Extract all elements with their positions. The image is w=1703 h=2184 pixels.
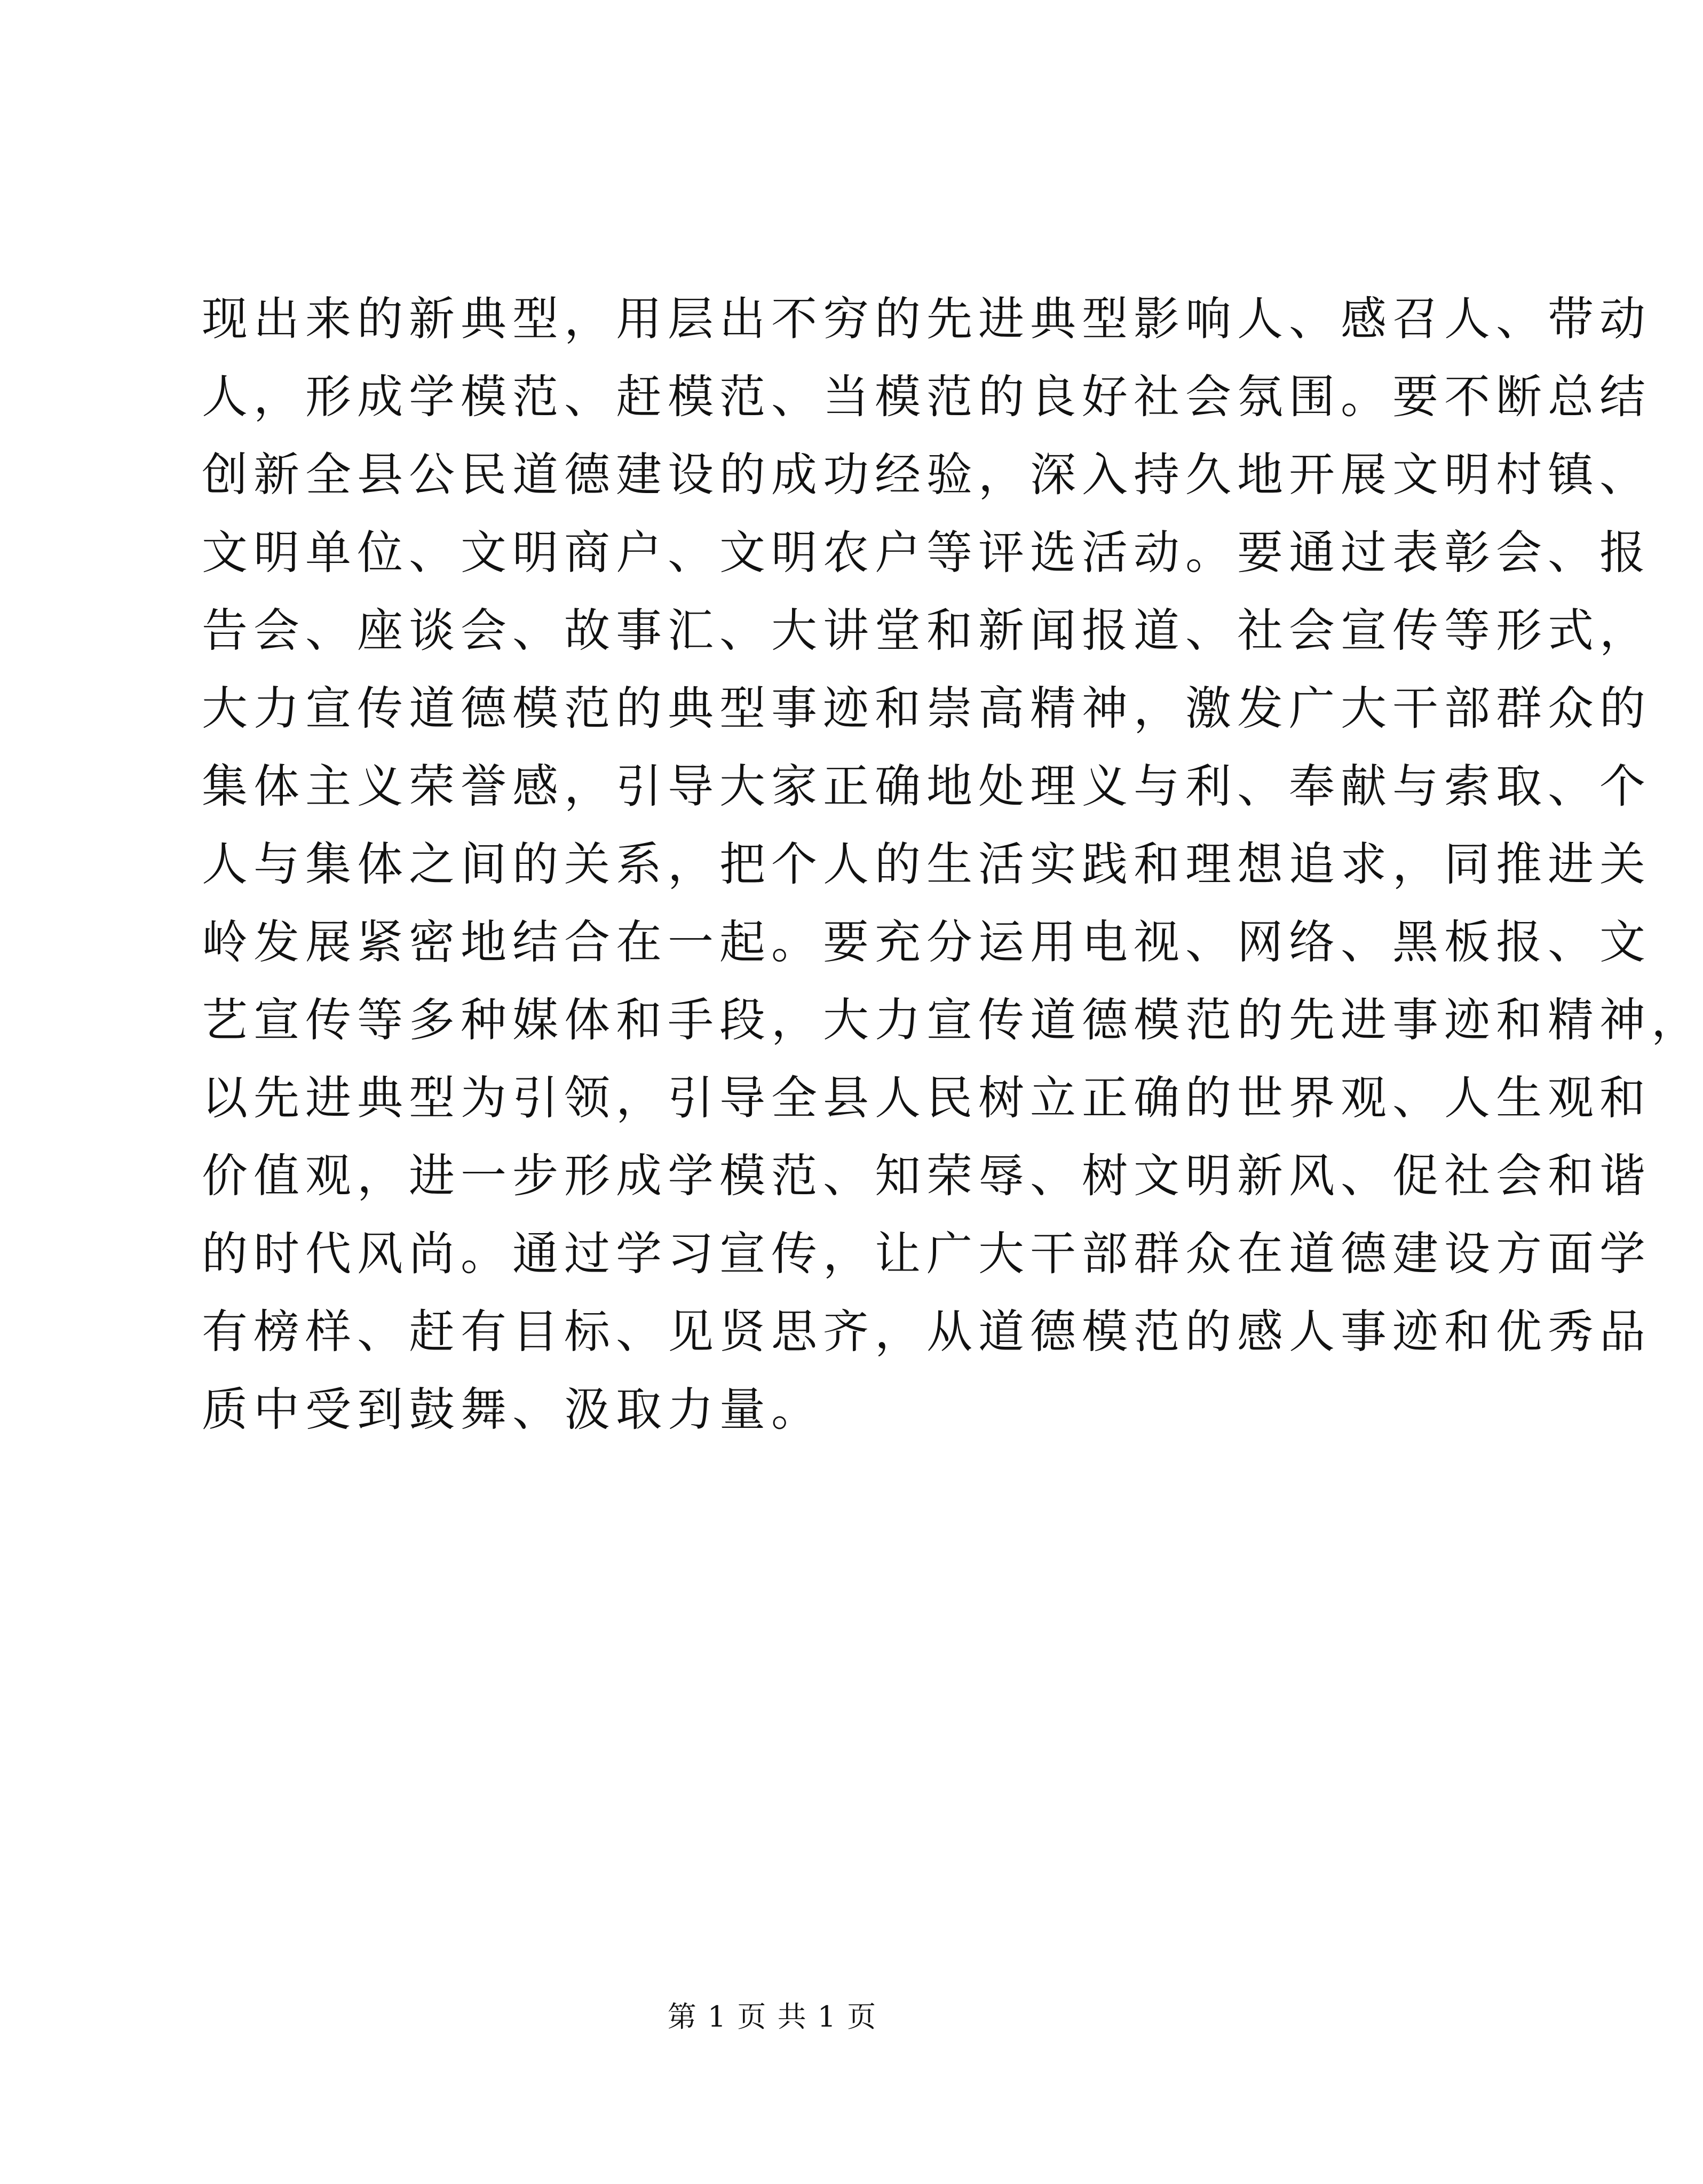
text-line: 人，形成学模范、赶模范、当模范的良好社会氛围。要不断总结 bbox=[202, 370, 1651, 424]
text-line: 现出来的新典型，用层出不穷的先进典型影响人、感召人、带动 bbox=[202, 292, 1651, 346]
text-line: 创新全县公民道德建设的成功经验，深入持久地开展文明村镇、 bbox=[202, 448, 1651, 502]
text-line: 以先进典型为引领，引导全县人民树立正确的世界观、人生观和 bbox=[202, 1071, 1651, 1125]
text-line: 告会、座谈会、故事汇、大讲堂和新闻报道、社会宣传等形式， bbox=[202, 604, 1651, 657]
text-line: 大力宣传道德模范的典型事迹和崇高精神，激发广大干部群众的 bbox=[202, 682, 1651, 735]
text-line: 质中受到鼓舞、汲取力量。 bbox=[202, 1383, 823, 1436]
page-number-footer: 第 1 页 共 1 页 bbox=[667, 2000, 877, 2034]
text-line: 的时代风尚。通过学习宣传，让广大干部群众在道德建设方面学 bbox=[202, 1227, 1651, 1281]
text-line: 人与集体之间的关系，把个人的生活实践和理想追求，同推进关 bbox=[202, 838, 1651, 891]
text-line: 价值观，进一步形成学模范、知荣辱、树文明新风、促社会和谐 bbox=[202, 1149, 1651, 1203]
text-line: 有榜样、赶有目标、见贤思齐，从道德模范的感人事迹和优秀品 bbox=[202, 1305, 1651, 1359]
text-line: 岭发展紧密地结合在一起。要充分运用电视、网络、黑板报、文 bbox=[202, 916, 1651, 969]
text-line: 艺宣传等多种媒体和手段，大力宣传道德模范的先进事迹和精神， bbox=[202, 994, 1703, 1047]
text-line: 文明单位、文明商户、文明农户等评选活动。要通过表彰会、报 bbox=[202, 526, 1651, 579]
text-line: 集体主义荣誉感，引导大家正确地处理义与利、奉献与索取、个 bbox=[202, 760, 1651, 813]
body-paragraph bbox=[202, 280, 1703, 1449]
